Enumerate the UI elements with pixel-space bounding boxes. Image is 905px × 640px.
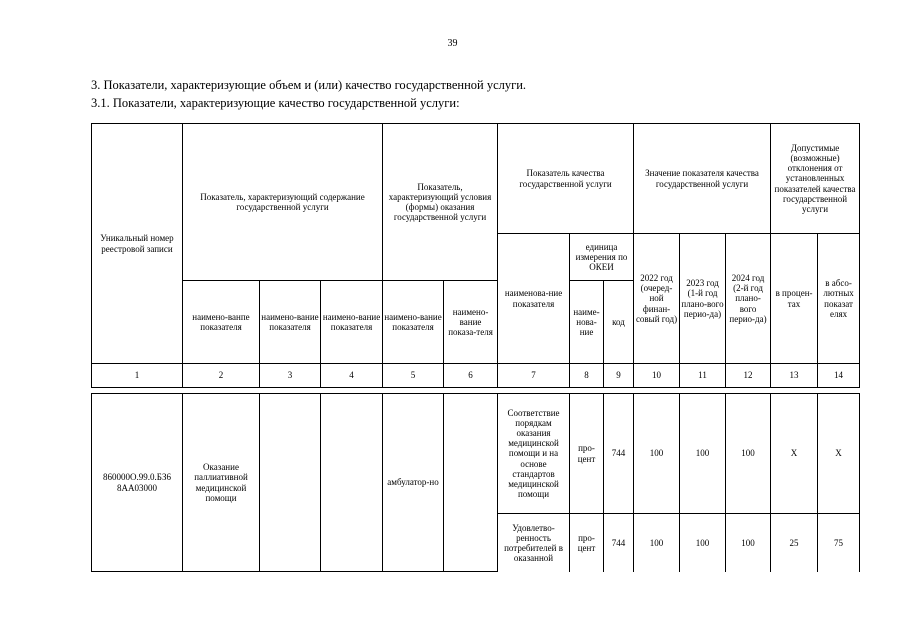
header-in-absolute: в абсо-лютных показат елях xyxy=(818,234,860,364)
header-unit-okei: единица измерения по ОКЕИ xyxy=(570,234,634,281)
col-number: 6 xyxy=(444,364,498,388)
section-heading: 3. Показатели, характеризующие объем и (или) качество государственной услуги. xyxy=(91,78,527,92)
col-number: 9 xyxy=(604,364,634,388)
value-2023: 100 xyxy=(680,394,726,514)
header-name-col2: наимено-ванпе показателя xyxy=(183,281,260,364)
deviation-absolute: Х xyxy=(818,394,860,514)
header-in-percent: в процен-тах xyxy=(771,234,818,364)
value-2022: 100 xyxy=(634,394,680,514)
header-name-col5: наимено-вание показателя xyxy=(383,281,444,364)
deviation-absolute: 75 xyxy=(818,514,860,572)
col-number: 12 xyxy=(726,364,771,388)
col-number: 1 xyxy=(92,364,183,388)
value-2022: 100 xyxy=(634,514,680,572)
table-row xyxy=(92,394,860,514)
col-number: 13 xyxy=(771,364,818,388)
col-number: 10 xyxy=(634,364,680,388)
header-quality-indicator: Показатель качества государственной услуги xyxy=(498,124,634,234)
page-number: 39 xyxy=(447,38,458,49)
header-deviations: Допустимые (возможные) отклонения от установленных показателей качества государственной услуги xyxy=(771,124,860,234)
header-year-2022: 2022 год (очеред-ной финан-совый год) xyxy=(634,234,680,364)
deviation-percent: Х xyxy=(771,394,818,514)
header-unit-code: код xyxy=(604,281,634,364)
header-quality-name: наименова-ние показателя xyxy=(498,234,570,364)
col-number: 4 xyxy=(321,364,383,388)
quality-indicators-table xyxy=(91,123,860,572)
col-number: 14 xyxy=(818,364,860,388)
record-condition: амбулатор-но xyxy=(383,394,444,572)
record-service: Оказание паллиативной медицинской помощи xyxy=(183,394,260,572)
header-year-2023: 2023 год (1-й год плано-вого перио-да) xyxy=(680,234,726,364)
record-reg-number: 860000О.99.0.БЗ6 8АА03000 xyxy=(92,394,183,572)
deviation-percent: 25 xyxy=(771,514,818,572)
unit-code: 744 xyxy=(604,514,634,572)
unit-code: 744 xyxy=(604,394,634,514)
value-2024: 100 xyxy=(726,394,771,514)
indicator-name: Удовлетво-ренность потребителей в оказанной xyxy=(498,514,570,572)
header-unit-name: наиме-нова-ние xyxy=(570,281,604,364)
col-number: 2 xyxy=(183,364,260,388)
col-number: 3 xyxy=(260,364,321,388)
col-number: 7 xyxy=(498,364,570,388)
subsection-heading: 3.1. Показатели, характеризующие качество государственной услуги: xyxy=(91,96,460,110)
col-number: 11 xyxy=(680,364,726,388)
unit-name: про-цент xyxy=(570,394,604,514)
header-year-2024: 2024 год (2-й год плано-вого перио-да) xyxy=(726,234,771,364)
record-empty-col6 xyxy=(444,394,498,572)
header-name-col6: наимено-вание показа-теля xyxy=(444,281,498,364)
record-empty-col3 xyxy=(260,394,321,572)
indicator-name: Соответствие порядкам оказания медицинской помощи и на основе стандартов медицинской помощи xyxy=(498,394,570,514)
header-conditions-indicator: Показатель, характеризующий условия (формы) оказания государственной услуги xyxy=(383,124,498,281)
column-numbers-row xyxy=(92,364,860,388)
header-content-indicator: Показатель, характеризующий содержание государственной услуги xyxy=(183,124,383,281)
header-indicator-value: Значение показателя качества государственной услуги xyxy=(634,124,771,234)
col-number: 5 xyxy=(383,364,444,388)
col-number: 8 xyxy=(570,364,604,388)
record-empty-col4 xyxy=(321,394,383,572)
header-name-col4: наимено-вание показателя xyxy=(321,281,383,364)
unit-name: про-цент xyxy=(570,514,604,572)
header-name-col3: наимено-вание показателя xyxy=(260,281,321,364)
value-2024: 100 xyxy=(726,514,771,572)
header-unique-number: Уникальный номер реестровой записи xyxy=(92,124,183,364)
value-2023: 100 xyxy=(680,514,726,572)
